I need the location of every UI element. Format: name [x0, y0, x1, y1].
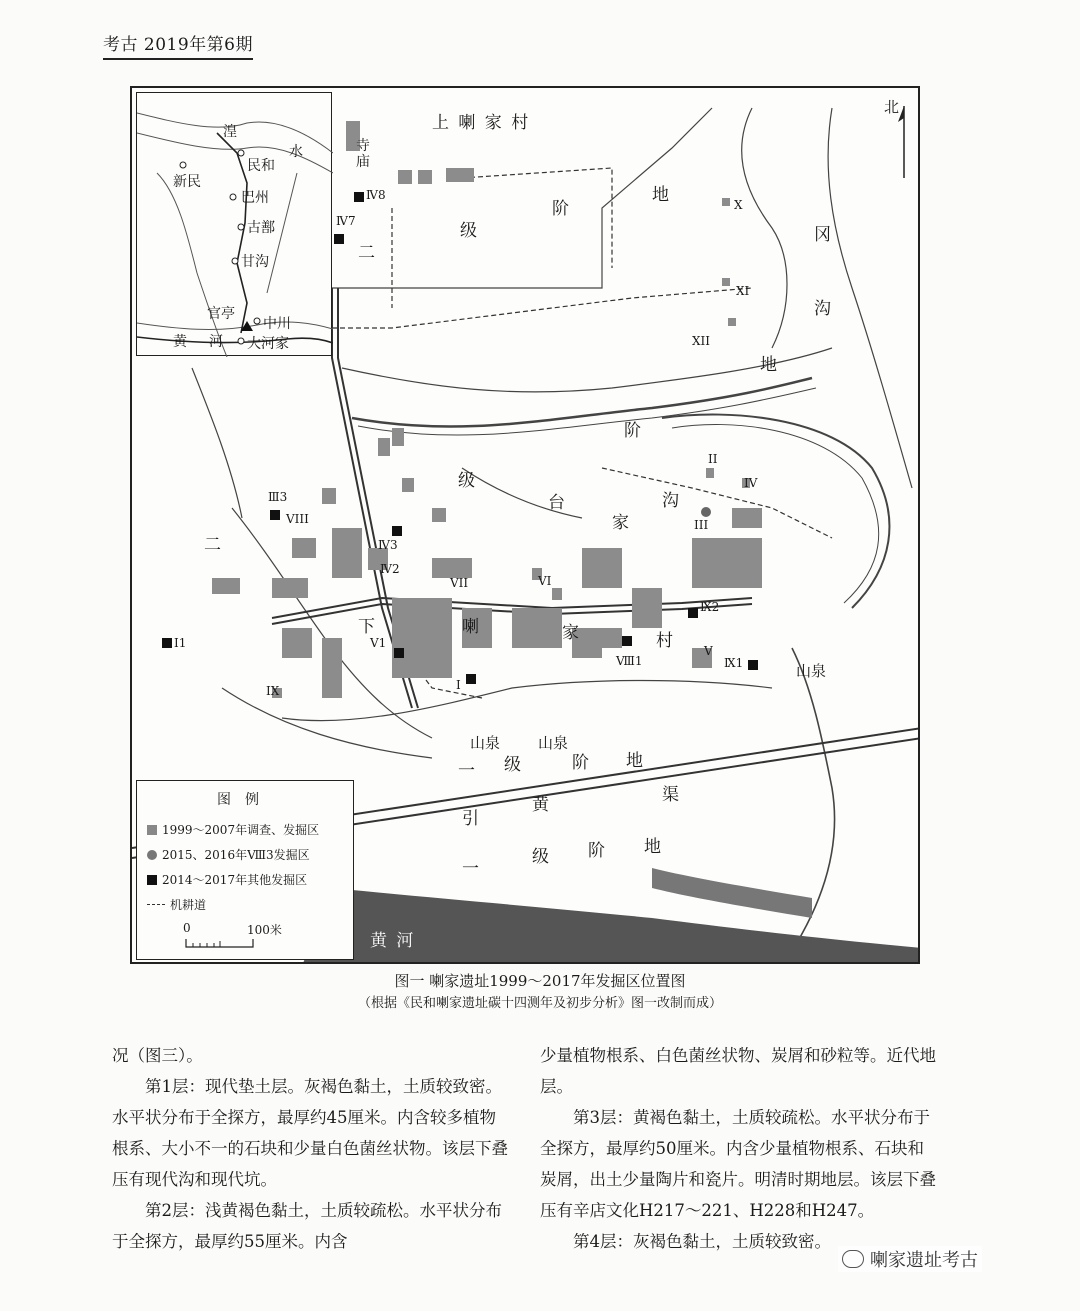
watermark: 喇家遗址考古 [838, 1246, 982, 1272]
inset-label-bazhou: 巴州 [241, 190, 269, 206]
label-cun: 村 [656, 631, 675, 651]
text-column-left [112, 1040, 512, 1257]
area-label-xi: XI [736, 284, 750, 298]
label-er-left: 二 [204, 535, 223, 555]
paragraph: 况（图三）。 [112, 1046, 203, 1065]
area-label-ii: II [708, 452, 718, 466]
north-label: 北 [884, 98, 900, 116]
paragraph: 第1层：现代垫土层。灰褐色黏土，土质较致密。水平状分布于全探方，最厚约45厘米。内含较多植物根系、大小不一的石块和少量白色菌丝状物。该层下叠压有现代沟和现代坑。 [112, 1077, 508, 1189]
label-yi: 一 [458, 761, 477, 781]
area-label-vi: VI [538, 574, 552, 588]
text-column-right [540, 1040, 940, 1257]
label-jie-low2: 阶 [588, 841, 607, 861]
area-label-xii: XII [692, 334, 711, 348]
area-label-i1: Ⅰ1 [174, 636, 187, 650]
area-label-viii1: Ⅷ1 [616, 654, 643, 668]
area-label-iv3: Ⅳ3 [378, 538, 398, 552]
paragraph: 第3层：黄褐色黏土，土质较疏松。水平状分布于全探方，最厚约50厘米。内含少量植物根系、石块和炭屑，出土少量陶片和瓷片。明清时期地层。该层下叠压有辛店文化H217～221、H228和H247。 [540, 1108, 936, 1220]
area-label-ix1: Ⅸ1 [724, 656, 744, 670]
label-qu: 渠 [662, 785, 681, 805]
label-temple: 寺庙 [356, 138, 370, 170]
label-jia2: 家 [562, 623, 581, 643]
gray-dot-icon [147, 850, 157, 860]
inset-label-gangou: 甘沟 [241, 254, 269, 270]
label-huang: 黄 [532, 795, 551, 815]
legend-item: 2014～2017年其他发掘区 [147, 871, 343, 888]
inset-label-zhongchuan: 中川 [263, 316, 291, 332]
inset-label-huangshui-1: 湟 [223, 124, 237, 140]
area-label-iii3: Ⅲ3 [268, 490, 288, 504]
paragraph: 第2层：浅黄褐色黏土，土质较疏松。水平状分布于全探方，最厚约55厘米。内含 [112, 1201, 502, 1251]
label-shanquan-right: 山泉 [796, 662, 827, 680]
paragraph: 少量植物根系、白色菌丝状物、炭屑和砂粒等。近代地层。 [540, 1046, 936, 1096]
inset-label-huanghe-1: 黄 [173, 334, 187, 350]
inset-location-map [136, 92, 332, 356]
label-ji-low2: 级 [532, 847, 551, 867]
paragraph: 第4层：灰褐色黏土，土质较致密。 [573, 1232, 831, 1251]
area-label-ix2: Ⅸ2 [700, 600, 720, 614]
area-label-v: V [704, 644, 713, 658]
label-di-right: 地 [760, 355, 779, 375]
area-label-iv8: Ⅳ8 [366, 188, 386, 202]
label-gang: 冈 [814, 225, 833, 245]
label-yin: 引 [462, 809, 481, 829]
area-label-iii: III [694, 518, 709, 532]
label-la: 喇 [462, 617, 481, 637]
area-label-v1: V1 [370, 636, 387, 650]
area-label-i: I [456, 678, 461, 692]
inset-label-dahejia: 大河家 [247, 336, 289, 352]
wechat-icon [842, 1250, 864, 1268]
legend-item: 2015、2016年Ⅷ3发掘区 [147, 846, 343, 863]
area-label-x: X [734, 198, 743, 212]
label-di-low: 地 [626, 751, 645, 771]
scale-bar-graphic [185, 937, 255, 949]
area-label-iv: IV [744, 476, 758, 490]
label-shangla-village: 上 喇 家 村 [432, 113, 531, 133]
scale-start-label: 0 [183, 921, 191, 935]
area-label-iv7: Ⅳ7 [336, 214, 356, 228]
area-label-viii: VIII [286, 512, 309, 526]
header-rule [103, 58, 253, 60]
inset-label-xinmin: 新民 [173, 174, 201, 190]
label-ji-low: 级 [504, 755, 523, 775]
label-shanquan-2: 山泉 [538, 734, 569, 752]
label-er-top: 二 [358, 243, 377, 263]
black-square-icon [147, 875, 157, 885]
site-map-figure [130, 86, 920, 964]
gray-square-icon [147, 825, 157, 835]
map-legend [136, 780, 354, 960]
legend-item: 1999～2007年调查、发掘区 [147, 821, 343, 838]
label-jia: 家 [612, 513, 631, 533]
inset-label-huanghe-2: 河 [209, 334, 223, 350]
label-yi2: 一 [462, 859, 481, 879]
label-tai: 台 [548, 493, 567, 513]
label-gou: 沟 [662, 491, 681, 511]
inset-label-minhe: 民和 [247, 158, 275, 174]
label-ji-top: 级 [460, 221, 479, 241]
label-di-low2: 地 [644, 837, 663, 857]
label-jie-low: 阶 [572, 753, 591, 773]
inset-label-gushan: 古鄯 [247, 220, 275, 236]
page-header: 考古 2019年第6期 [103, 35, 253, 55]
label-xia: 下 [358, 617, 377, 637]
label-ji-mid: 级 [458, 471, 477, 491]
label-di-top: 地 [652, 185, 671, 205]
area-label-iv2: Ⅳ2 [380, 562, 400, 576]
legend-title: 图例 [217, 792, 273, 808]
scale-end-label: 100米 [247, 923, 282, 937]
label-yellow-river: 黄 河 [370, 931, 416, 951]
label-shanquan-1: 山泉 [470, 734, 501, 752]
inset-label-guanting: 官亭 [207, 306, 235, 322]
dashed-line-icon [147, 904, 165, 905]
figure-caption-source: （根据《民和喇家遗址碳十四测年及初步分析》图一改制而成） [357, 996, 722, 1011]
legend-item: 机耕道 [147, 896, 343, 913]
figure-caption-title: 图一 喇家遗址1999～2017年发掘区位置图 [394, 972, 686, 990]
area-label-ix: IX [266, 684, 280, 698]
inset-label-huangshui-2: 水 [289, 144, 303, 160]
label-jie-top: 阶 [552, 199, 571, 219]
label-gou2: 沟 [814, 299, 833, 319]
label-jie-mid: 阶 [624, 421, 643, 441]
area-label-vii: VII [450, 576, 469, 590]
scale-bar [147, 921, 343, 951]
